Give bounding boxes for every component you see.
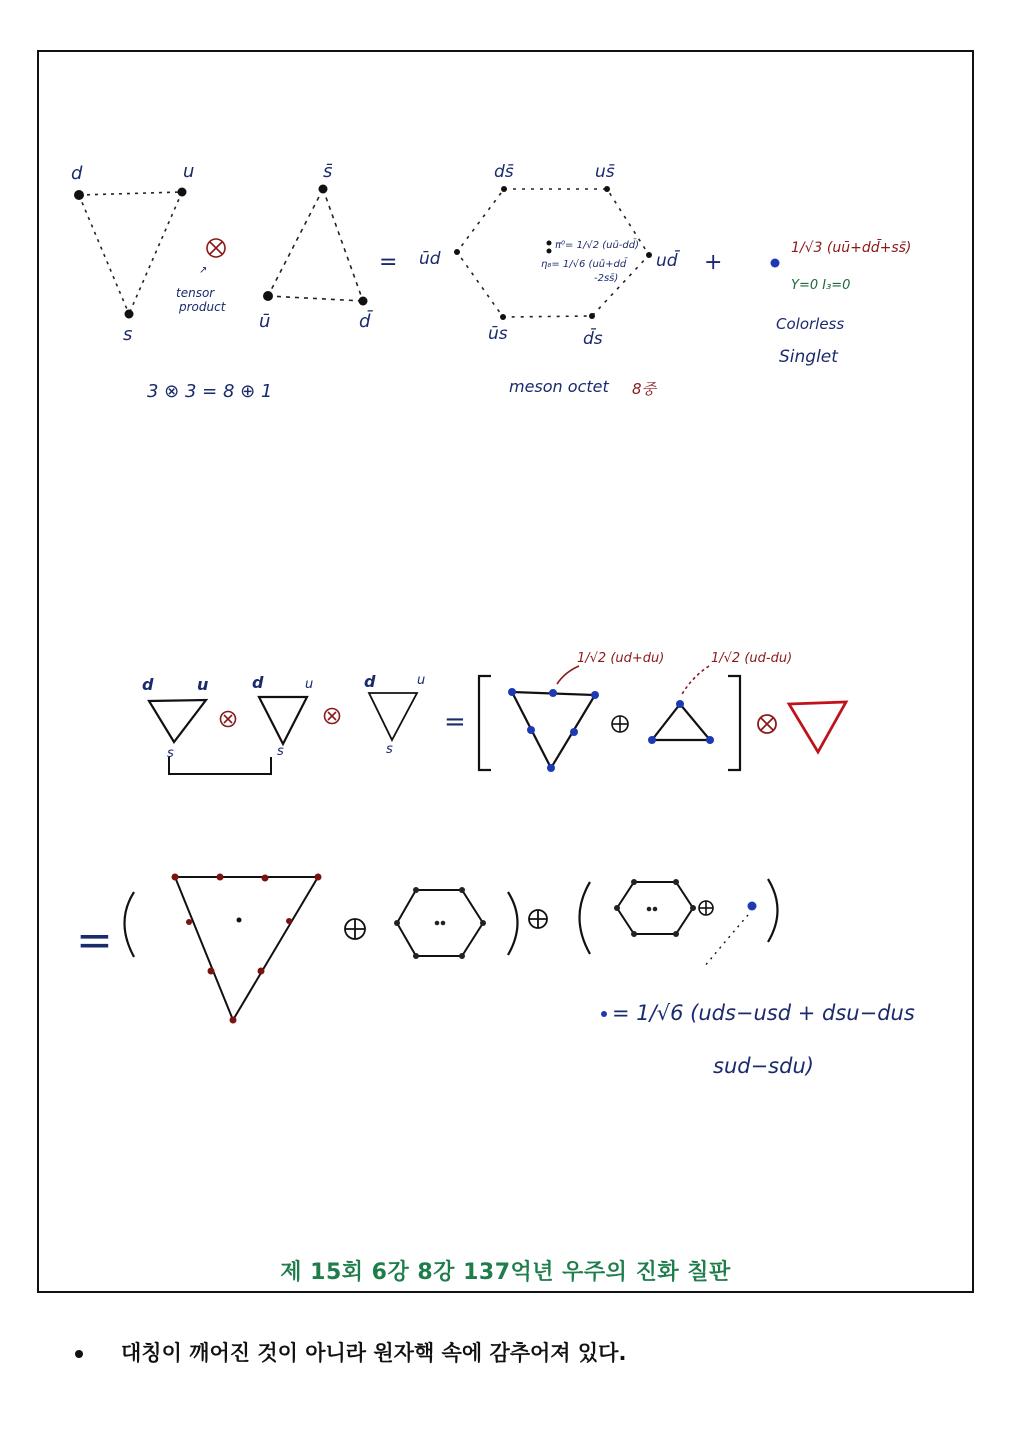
- diagram-canvas: [39, 52, 972, 1291]
- mid-t3-d: d: [364, 672, 376, 691]
- mid-antisym-arrow: [681, 666, 709, 696]
- mid-triangle-2: [259, 697, 307, 744]
- octet-us-bottom-label: ūs: [488, 324, 508, 344]
- tensor-product-icon: [207, 239, 225, 257]
- bottom-paren-left: [125, 892, 135, 957]
- plus-sign-top: +: [704, 250, 723, 275]
- quark-u-label: u: [183, 161, 195, 182]
- mid-sym-arrow: [557, 666, 579, 684]
- octet-eta8-label-2: -2ss̄): [594, 273, 619, 284]
- mid-triangle-3: [369, 693, 417, 740]
- bottom-formula-line1: = 1/√6 (uds−usd + dsu−dus: [612, 1001, 915, 1025]
- mid-t3-s: s: [386, 742, 393, 757]
- octet-us-dot: [604, 186, 610, 192]
- bullet-item: [75, 1337, 626, 1367]
- singlet-quantum-numbers: Y=0 I₃=0: [791, 278, 851, 293]
- bottom-octet-1-dots: [394, 887, 486, 959]
- bottom-formula-line2: sud−sdu): [713, 1054, 814, 1078]
- antiquark-ubar-dot: [263, 291, 273, 301]
- mid-oplus-icon: [612, 716, 628, 732]
- octet-ud-right-label: ud̄: [656, 251, 678, 271]
- antiquark-triplet: [268, 189, 363, 301]
- mid-equals: =: [444, 707, 466, 737]
- equation-3x3: 3 ⊗ 3 = 8 ⊕ 1: [147, 381, 273, 402]
- antiquark-ubar-label: ū: [259, 311, 271, 332]
- mid-bracket-left: [479, 676, 491, 770]
- octet-ds-bottom-dot: [589, 313, 595, 319]
- quark-s-dot: [125, 310, 134, 319]
- mid-t2-d: d: [252, 673, 264, 692]
- bullet-icon: [75, 1350, 83, 1358]
- quark-d-dot: [74, 190, 84, 200]
- octet-ud-left-dot: [454, 249, 460, 255]
- mid-triangle-1: [149, 700, 206, 742]
- octet-pi0-label: π⁰= 1/√2 (uū-dd̄): [555, 240, 640, 251]
- bottom-formula-dot: [601, 1011, 607, 1017]
- mid-tensor-icon-3: [758, 715, 776, 733]
- bullet-text: 대칭이 깨어진 것이 아니라 원자핵 속에 감추어져 있다.: [121, 1341, 627, 1365]
- tensor-label-1: tensor: [176, 286, 215, 300]
- bottom-oplus-icon-1: [345, 919, 365, 939]
- quark-d-label: d: [71, 163, 83, 184]
- octet-eta8-label: η₈= 1/√6 (uū+dd̄: [541, 259, 627, 270]
- bottom-decuplet-dots: [172, 874, 322, 1024]
- quark-s-label: s: [123, 324, 133, 345]
- antiquark-sbar-dot: [319, 185, 328, 194]
- octet-us-label: us̄: [595, 162, 615, 182]
- bottom-paren-open-2: [580, 882, 591, 954]
- octet-ds-bottom-label: d̄s: [583, 329, 603, 349]
- mid-tensor-icon-1: [221, 712, 236, 727]
- meson-octet-hexagon: [457, 189, 649, 317]
- octet-ds-label: ds̄: [494, 162, 514, 182]
- tensor-label-2: product: [179, 300, 226, 314]
- quark-triplet: [79, 192, 182, 314]
- octet-ds-dot: [501, 186, 507, 192]
- octet-ud-right-dot: [646, 252, 652, 258]
- bottom-paren-close-2: [768, 879, 778, 942]
- mid-sextet-triangle: [512, 692, 595, 768]
- board-caption: 제 15회 6강 8강 137억년 우주의 진화 칠판: [280, 1260, 731, 1285]
- blackboard-frame: [37, 50, 974, 1293]
- bottom-singlet-pointer: [704, 915, 748, 967]
- mid-red-triangle: [789, 702, 846, 752]
- bottom-oplus-icon-3: [699, 901, 713, 915]
- mid-t3-u: u: [417, 673, 426, 688]
- mid-t1-u: u: [197, 675, 209, 694]
- octet-center-dot-1: [547, 241, 552, 246]
- equals-sign-top: =: [379, 250, 398, 275]
- bottom-octet-2-dots: [614, 879, 696, 937]
- mid-sextet-dots: [508, 688, 599, 772]
- bottom-oplus-icon-2: [529, 910, 547, 928]
- mid-tensor-icon-2: [325, 709, 340, 724]
- octet-caption: meson octet: [509, 377, 609, 396]
- mid-t2-s: s: [277, 744, 284, 759]
- bottom-decuplet-center: [237, 918, 242, 923]
- mid-sym-label: 1/√2 (ud+du): [577, 651, 665, 666]
- octet-caption-korean: 8중: [632, 380, 657, 398]
- singlet-label-1: Colorless: [776, 315, 845, 333]
- quark-u-dot: [178, 188, 187, 197]
- antiquark-sbar-label: s̄: [323, 161, 333, 182]
- mid-t1-d: d: [142, 675, 154, 694]
- bottom-equals: =: [76, 915, 113, 966]
- octet-center-dot-2: [547, 249, 552, 254]
- mid-antitriplet-triangle: [652, 704, 710, 740]
- mid-antitriplet-dots: [648, 700, 714, 744]
- antiquark-dbar-dot: [359, 297, 368, 306]
- mid-antisym-label: 1/√2 (ud-du): [711, 651, 793, 666]
- tensor-arrow: ↗: [199, 265, 208, 276]
- mid-t1-s: s: [167, 746, 174, 761]
- bottom-paren-close-1: [508, 892, 518, 955]
- singlet-label-2: Singlet: [779, 347, 838, 367]
- singlet-dot: [771, 259, 780, 268]
- bottom-decuplet-triangle: [175, 877, 318, 1020]
- octet-ud-left-label: ūd: [419, 249, 441, 269]
- singlet-formula: 1/√3 (uū+dd̄+ss̄): [791, 240, 912, 256]
- mid-bracket-right: [728, 676, 740, 770]
- octet-us-bottom-dot: [500, 314, 506, 320]
- mid-t2-u: u: [305, 677, 314, 692]
- mid-underbrace: [169, 757, 271, 774]
- bottom-octet-hexagon-1: [397, 890, 483, 956]
- bottom-singlet-dot: [748, 902, 757, 911]
- antiquark-dbar-label: d̄: [359, 311, 371, 332]
